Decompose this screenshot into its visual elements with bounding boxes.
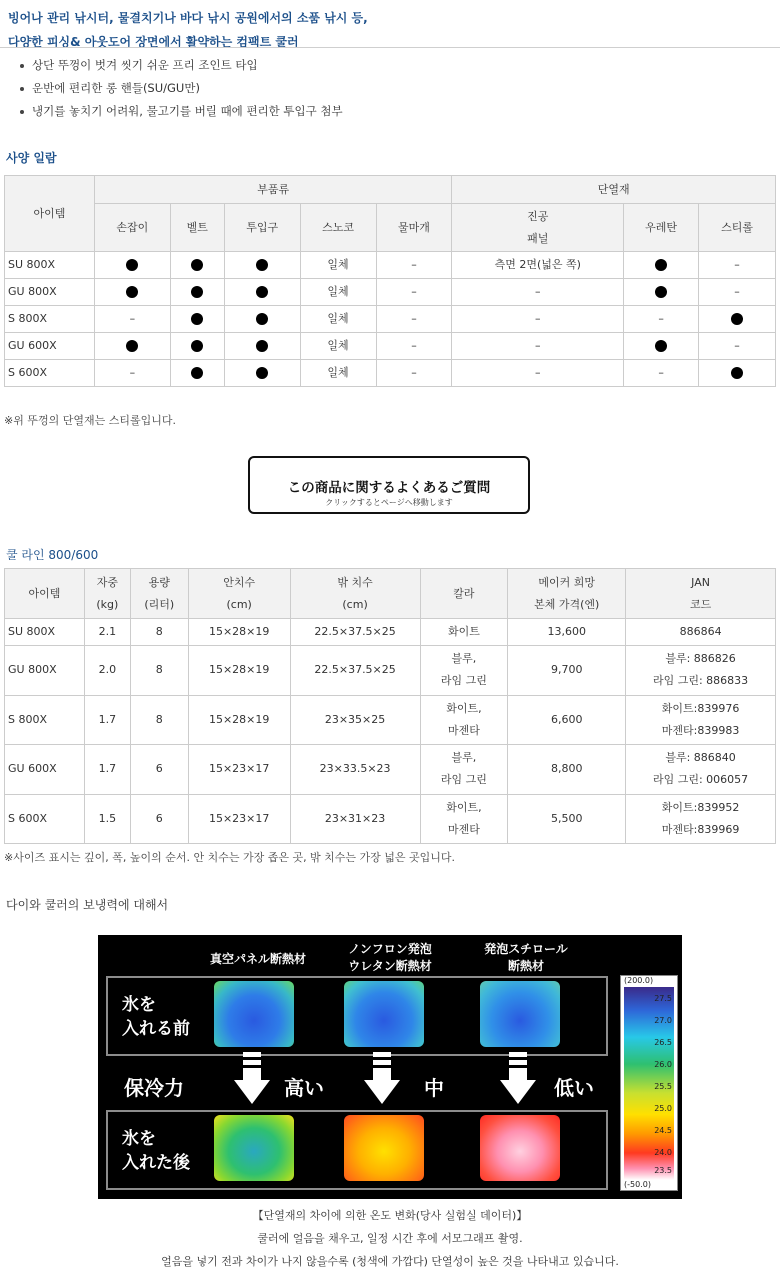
faq-button[interactable] [248, 456, 530, 514]
lineup-header-outer: 밖 치수 (cm) [290, 569, 420, 619]
lineup-cell-color: 화이트 [420, 619, 508, 646]
scale-tick: 24.5 [654, 1126, 672, 1135]
filled-circle-icon [731, 367, 743, 379]
head-urethane: ノンフロン発泡 ウレタン断熱材 [348, 942, 432, 973]
spec-cell-handle [94, 279, 170, 306]
scale-tick: 25.5 [654, 1082, 672, 1091]
spec-cell-cover: – [376, 252, 452, 279]
lineup-cell-jan: 화이트:839952 마젠타:839969 [626, 794, 776, 844]
scale-bottom: (-50.0) [624, 1180, 651, 1189]
spec-item-name: S 800X [5, 306, 95, 333]
lineup-cell-outer: 22.5×37.5×25 [290, 619, 420, 646]
spec-header-belt: 벨트 [170, 204, 224, 252]
spec-cell-styro [699, 360, 776, 387]
lineup-cell-price: 8,800 [508, 745, 626, 795]
spec-cell-belt [170, 279, 224, 306]
lineup-note: ※사이즈 표시는 깊이, 폭, 높이의 순서. 안 치수는 가장 좁은 곳, 밖 치수는 가장 넓은 곳입니다. [4, 851, 456, 864]
intro-line-1: 빙어나 관리 낚시터, 물결치기나 바다 낚시 공원에서의 소품 낚시 등, [8, 11, 368, 25]
lineup-cell-color: 화이트, 마젠타 [420, 695, 508, 745]
spec-row [5, 360, 776, 387]
spec-item-name: SU 800X [5, 252, 95, 279]
lineup-cell-color: 화이트, 마젠타 [420, 794, 508, 844]
lineup-cell-weight: 1.7 [84, 745, 130, 795]
spec-row [5, 306, 776, 333]
spec-cell-inlet [224, 279, 300, 306]
feature-item: 상단 뚜껑이 벗겨 씻기 쉬운 프리 조인트 타입 [20, 54, 343, 77]
lineup-cell-outer: 22.5×37.5×25 [290, 646, 420, 696]
head-vacuum: 真空パネル断熱材 [209, 952, 306, 966]
spec-cell-belt [170, 306, 224, 333]
spec-cell-cover: – [376, 279, 452, 306]
lineup-cell-jan: 화이트:839976 마젠타:839983 [626, 695, 776, 745]
lineup-cell-capacity: 6 [130, 794, 188, 844]
spec-cell-inlet [224, 306, 300, 333]
lineup-header-inner: 안치수 (cm) [188, 569, 290, 619]
filled-circle-icon [256, 259, 268, 271]
spec-row [5, 252, 776, 279]
lineup-cell-price: 9,700 [508, 646, 626, 696]
faq-button-title: この商品に関するよくあるご質問 [287, 480, 491, 496]
lineup-header-capacity: 용량 (리터) [130, 569, 188, 619]
arrow-down-icon [362, 1052, 402, 1106]
lineup-cell-outer: 23×31×23 [290, 794, 420, 844]
spec-cell-styro: – [699, 333, 776, 360]
spec-cell-urethane: – [624, 306, 699, 333]
spec-cell-drain: 일체 [300, 279, 376, 306]
filled-circle-icon [256, 367, 268, 379]
spec-cell-cover: – [376, 333, 452, 360]
lineup-header-jan: JAN 코드 [626, 569, 776, 619]
scale-tick: 27.0 [654, 1016, 672, 1025]
spec-header-parts: 부품류 [94, 176, 451, 204]
lineup-cell-outer: 23×35×25 [290, 695, 420, 745]
scale-tick: 23.5 [654, 1166, 672, 1175]
scale-tick: 27.5 [654, 994, 672, 1003]
lineup-cell-jan: 블루: 886826 라임 그린: 886833 [626, 646, 776, 696]
spec-header-cover: 물마개 [376, 204, 452, 252]
head-styro: 発泡スチロール 断熱材 [484, 942, 568, 973]
lineup-header-item: 아이템 [5, 569, 85, 619]
spec-title: 사양 일람 [6, 151, 57, 165]
lineup-cell-inner: 15×28×19 [188, 695, 290, 745]
lineup-row [5, 794, 776, 844]
label-after: 氷を 入れた後 [122, 1129, 190, 1173]
spec-cell-inlet [224, 333, 300, 360]
spec-cell-urethane: – [624, 360, 699, 387]
scale-tick: 24.0 [654, 1148, 672, 1157]
spec-cell-handle: – [94, 306, 170, 333]
lineup-row [5, 745, 776, 795]
thermograph-figure [98, 935, 682, 1199]
lineup-cell-capacity: 8 [130, 695, 188, 745]
spec-item-name: GU 600X [5, 333, 95, 360]
spec-header-insulation: 단열재 [452, 176, 776, 204]
filled-circle-icon [126, 340, 138, 352]
arrow-down-icon [232, 1052, 272, 1106]
spec-cell-vacuum: – [452, 279, 624, 306]
lineup-cell-inner: 15×28×19 [188, 619, 290, 646]
spec-cell-styro [699, 306, 776, 333]
lineup-cell-color: 블루, 라임 그린 [420, 646, 508, 696]
lineup-item-name: GU 600X [5, 745, 85, 795]
spec-cell-urethane [624, 279, 699, 306]
lineup-table [4, 568, 776, 844]
spec-cell-vacuum: – [452, 360, 624, 387]
spec-note: ※위 뚜껑의 단열재는 스티롤입니다. [4, 414, 176, 427]
label-mid: 中 [424, 1076, 444, 1100]
spec-cell-inlet [224, 360, 300, 387]
spec-header-vacuum: 진공 패널 [452, 204, 624, 252]
lineup-cell-capacity: 8 [130, 646, 188, 696]
lineup-row [5, 646, 776, 696]
lineup-cell-inner: 15×23×17 [188, 745, 290, 795]
lineup-cell-inner: 15×23×17 [188, 794, 290, 844]
spec-table [4, 175, 776, 387]
filled-circle-icon [191, 340, 203, 352]
cooler-vacuum-after [214, 1115, 294, 1181]
filled-circle-icon [655, 286, 667, 298]
filled-circle-icon [655, 340, 667, 352]
spec-header-item: 아이템 [5, 176, 95, 252]
lineup-header-price: 메이커 희망 본체 가격(엔) [508, 569, 626, 619]
spec-header-urethane: 우레탄 [624, 204, 699, 252]
caption-title: 【단열재의 차이에 의한 온도 변화(당사 실험실 데이터)】 [252, 1209, 528, 1222]
lineup-cell-jan: 블루: 886840 라임 그린: 006057 [626, 745, 776, 795]
caption-line-1: 쿨러에 얼음을 채우고, 일정 시간 후에 서모그래프 촬영. [257, 1232, 523, 1245]
spec-cell-styro: – [699, 279, 776, 306]
filled-circle-icon [655, 259, 667, 271]
feature-item: 냉기를 놓치기 어려워, 물고기를 버릴 때에 편리한 투입구 첨부 [20, 100, 343, 123]
filled-circle-icon [731, 313, 743, 325]
temperature-scale [620, 975, 678, 1191]
spec-header-drain: 스노코 [300, 204, 376, 252]
spec-cell-belt [170, 252, 224, 279]
spec-cell-urethane [624, 333, 699, 360]
filled-circle-icon [191, 313, 203, 325]
cooler-styro-after [480, 1115, 560, 1181]
spec-cell-handle: – [94, 360, 170, 387]
filled-circle-icon [191, 367, 203, 379]
spec-cell-vacuum: – [452, 333, 624, 360]
spec-row [5, 279, 776, 306]
lineup-cell-weight: 1.5 [84, 794, 130, 844]
spec-cell-drain: 일체 [300, 333, 376, 360]
spec-cell-vacuum: 측면 2면(넓은 쪽) [452, 252, 624, 279]
filled-circle-icon [256, 286, 268, 298]
lineup-cell-weight: 2.0 [84, 646, 130, 696]
spec-cell-vacuum: – [452, 306, 624, 333]
scale-tick: 26.0 [654, 1060, 672, 1069]
spec-item-name: GU 800X [5, 279, 95, 306]
lineup-title: 쿨 라인 800/600 [6, 548, 99, 562]
filled-circle-icon [256, 313, 268, 325]
spec-cell-drain: 일체 [300, 360, 376, 387]
lineup-cell-inner: 15×28×19 [188, 646, 290, 696]
cooler-urethane-after [344, 1115, 424, 1181]
label-high: 高い [284, 1076, 324, 1100]
spec-header-styro: 스티롤 [699, 204, 776, 252]
divider [0, 47, 780, 48]
caption-line-2: 얼음을 넣기 전과 차이가 나지 않을수록 (청색에 가깝다) 단열성이 높은 것을 나타내고 있습니다. [161, 1255, 619, 1268]
cooler-styro-before [480, 981, 560, 1047]
lineup-cell-weight: 1.7 [84, 695, 130, 745]
spec-header-handle: 손잡이 [94, 204, 170, 252]
spec-cell-inlet [224, 252, 300, 279]
lineup-cell-price: 5,500 [508, 794, 626, 844]
arrow-down-icon [498, 1052, 538, 1106]
spec-cell-cover: – [376, 306, 452, 333]
scale-top: (200.0) [624, 976, 654, 985]
lineup-item-name: GU 800X [5, 646, 85, 696]
spec-cell-drain: 일체 [300, 306, 376, 333]
spec-cell-handle [94, 333, 170, 360]
scale-tick: 26.5 [654, 1038, 672, 1047]
filled-circle-icon [191, 286, 203, 298]
lineup-item-name: SU 800X [5, 619, 85, 646]
lineup-cell-capacity: 6 [130, 745, 188, 795]
spec-cell-handle [94, 252, 170, 279]
lineup-header-color: 칼라 [420, 569, 508, 619]
retention-title: 다이와 쿨러의 보냉력에 대해서 [6, 898, 169, 912]
cooler-urethane-before [344, 981, 424, 1047]
faq-button-subtitle: クリックするとページへ移動します [325, 498, 453, 507]
lineup-cell-price: 6,600 [508, 695, 626, 745]
lineup-row [5, 619, 776, 646]
feature-list [20, 54, 343, 123]
label-power: 保冷力 [124, 1076, 184, 1100]
filled-circle-icon [126, 286, 138, 298]
spec-cell-belt [170, 360, 224, 387]
lineup-cell-outer: 23×33.5×23 [290, 745, 420, 795]
filled-circle-icon [256, 340, 268, 352]
filled-circle-icon [126, 259, 138, 271]
cooler-vacuum-before [214, 981, 294, 1047]
spec-header-inlet: 투입구 [224, 204, 300, 252]
lineup-row [5, 695, 776, 745]
lineup-cell-color: 블루, 라임 그린 [420, 745, 508, 795]
lineup-header-weight: 자중 (kg) [84, 569, 130, 619]
lineup-item-name: S 600X [5, 794, 85, 844]
lineup-cell-price: 13,600 [508, 619, 626, 646]
spec-cell-belt [170, 333, 224, 360]
lineup-cell-jan: 886864 [626, 619, 776, 646]
spec-cell-drain: 일체 [300, 252, 376, 279]
lineup-item-name: S 800X [5, 695, 85, 745]
label-before: 氷を 入れる前 [122, 995, 190, 1039]
spec-row [5, 333, 776, 360]
spec-cell-urethane [624, 252, 699, 279]
label-low: 低い [554, 1076, 594, 1100]
spec-cell-cover: – [376, 360, 452, 387]
filled-circle-icon [191, 259, 203, 271]
scale-tick: 25.0 [654, 1104, 672, 1113]
lineup-cell-weight: 2.1 [84, 619, 130, 646]
lineup-cell-capacity: 8 [130, 619, 188, 646]
feature-item: 운반에 편리한 롱 핸들(SU/GU만) [20, 77, 343, 100]
spec-item-name: S 600X [5, 360, 95, 387]
spec-cell-styro: – [699, 252, 776, 279]
intro-line-2: 다양한 피싱& 아웃도어 장면에서 활약하는 컴팩트 쿨러 [8, 35, 299, 49]
